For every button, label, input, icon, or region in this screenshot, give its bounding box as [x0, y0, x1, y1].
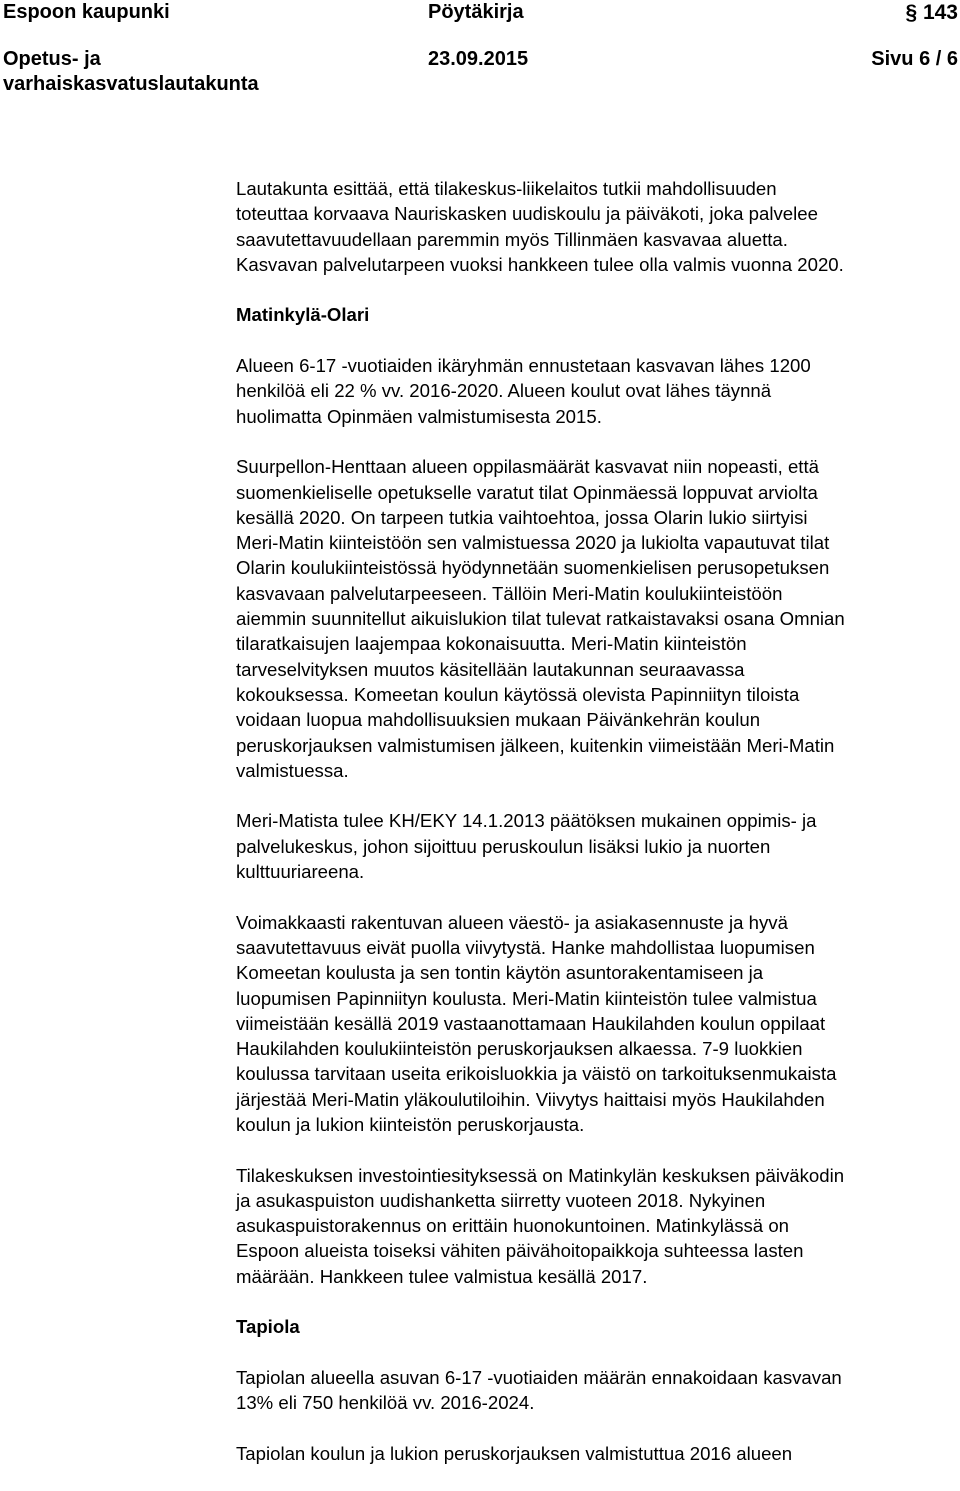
- paragraph-6: Tilakeskuksen investointiesityksessä on Matinkylän keskuksen päiväkodin ja asukaspuiston uudishanketta siirretty vuoteen 2018. Nykyinen asukaspuistorakennus on erittäin huonokuntoinen. Matinkylässä on Espoon alueista toiseksi vähiten päivähoitopaikkoja suhteessa lasten määrään. Hankkeen tulee valmistua kesällä 2017.: [236, 1164, 845, 1287]
- board-name-line1: Opetus- ja: [3, 48, 101, 70]
- meeting-date: 23.09.2015: [428, 48, 529, 70]
- organization-name: Espoon kaupunki: [3, 1, 170, 23]
- section-heading-matinkyla-olari: Matinkylä-Olari: [236, 304, 370, 326]
- paragraph-3: Suurpellon-Henttaan alueen oppilasmäärät kasvavat niin nopeasti, että suomenkieliselle opetukselle varatut tilat Opinmäessä loppuvat arviolta kesällä 2020. On tarpeen tutkia vaihtoehtoa, jossa Olarin lukio siirtyisi Meri-Matin kiinteistöön sen valmistuessa 2020 ja lukiolta vapautuvat tilat Olarin koulukiinteistössä hyödynnetään suomenkielisen perusopetuksen kasvavaan palvelutarpeeseen. Tällöin Meri-Matin koulukiinteistöön aiemmin suunnitellut aikuislukion tilat tulevat ratkaistavaksi osana Omnian tilaratkaisujen laajempaa kokonaisuutta. Meri-Matin kiinteistön tarveselvityksen muutos käsitellään lautakunnan seuraavassa kokouksessa. Komeetan koulun käytössä olevista Papinniityn tiloista voidaan luopua mahdollisuuksien mukaan Päivänkehrän koulun peruskorjauksen valmistumisen jälkeen, kuitenkin viimeistään Meri-Matin valmistuessa.: [236, 456, 845, 781]
- section-heading-tapiola: Tapiola: [236, 1316, 300, 1338]
- paragraph-8: Tapiolan koulun ja lukion peruskorjauksen valmistuttua 2016 alueen: [236, 1442, 793, 1464]
- document-header: [0, 0, 960, 95]
- paragraph-7: Tapiolan alueella asuvan 6-17 -vuotiaiden määrän ennakoidaan kasvavan 13% eli 750 henkilöä vv. 2016-2024.: [236, 1366, 842, 1414]
- board-name: [3, 47, 259, 97]
- document-type: Pöytäkirja: [428, 1, 524, 23]
- paragraph-2: Alueen 6-17 -vuotiaiden ikäryhmän ennustetaan kasvavan lähes 1200 henkilöä eli 22 % vv. 2016-2020. Alueen koulut ovat lähes täynnä huolimatta Opinmäen valmistumisesta 2015.: [236, 355, 811, 427]
- page-number: Sivu 6 / 6: [871, 48, 958, 70]
- paragraph-1: Lautakunta esittää, että tilakeskus-liikelaitos tutkii mahdollisuuden toteuttaa korvaava Nauriskasken uudiskoulu ja päiväkoti, joka palvelee saavutettavuudellaan paremmin myös Tillinmäen kasvavaa aluetta. Kasvavan palvelutarpeen vuoksi hankkeen tulee olla valmis vuonna 2020.: [236, 178, 844, 275]
- document-body: [236, 176, 960, 1491]
- paragraph-4: Meri-Matista tulee KH/EKY 14.1.2013 päätöksen mukainen oppimis- ja palvelukeskus, johon sijoittuu peruskoulun lisäksi lukio ja nuorten kulttuuriareena.: [236, 810, 817, 883]
- paragraph-5: Voimakkaasti rakentuvan alueen väestö- ja asiakasennuste ja hyvä saavutettavuus eivät puolla viivytystä. Hanke mahdollistaa luopumisen Komeetan koulusta ja sen tontin käytön asuntorakentamiseen ja luopumisen Papinniityn koulusta. Meri-Matin kiinteistön tulee valmistua viimeistään kesällä 2019 vastaanottamaan Haukilahden koulun oppilaat Haukilahden koulukiinteistön peruskorjauksen alkaessa. 7-9 luokkien koulussa tarvitaan useita erikoisluokkia ja väistö on tarkoituksenmukaista järjestää Meri-Matin yläkoulutiloihin. Viivytys haittaisi myös Haukilahden koulun ja lukion kiinteistön peruskorjausta.: [236, 911, 837, 1135]
- section-number: § 143: [905, 1, 958, 24]
- board-name-line2: varhaiskasvatuslautakunta: [3, 73, 259, 95]
